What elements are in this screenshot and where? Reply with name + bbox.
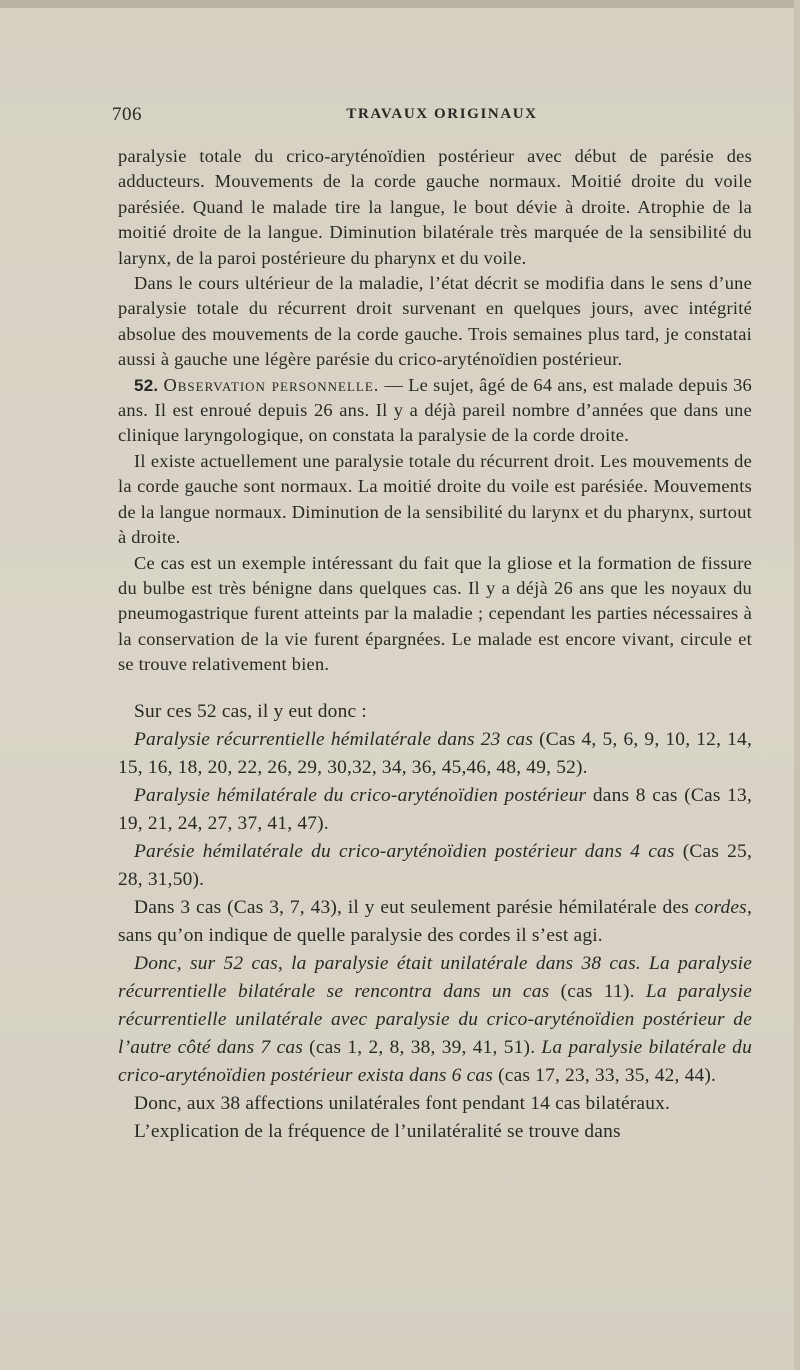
final-em-3: La paralysie bilatérale du crico-aryténoïdien postérieur exista dans 6 cas bbox=[118, 1036, 752, 1086]
observation-title: Observation personnelle. bbox=[163, 374, 380, 395]
summary-item-posterior-paresis bbox=[118, 838, 752, 894]
summary-item-cord-paresis bbox=[118, 894, 752, 950]
running-title: TRAVAUX ORIGINAUX bbox=[346, 106, 538, 122]
final-cases-2: (cas 1, 2, 8, 38, 39, 41, 51). bbox=[303, 1036, 542, 1058]
summary-item-recurrent-title: Paralysie récurrentielle hémilatérale dans 23 cas bbox=[134, 728, 534, 750]
paragraph-observation-52 bbox=[118, 373, 752, 449]
paragraph-continuation: paralysie totale du crico-aryténoïdien postérieur avec début de parésie des adducteurs. Mouvements de la corde gauche normaux. Moitié droite du voile parésiée. Quand le malade tire la langue, le bout dévie à droite. Atrophie de la moitié droite de la langue. Diminution bilatérale très marquée de la sensibilité du larynx, de la paroi postérieure du pharynx et du voile. bbox=[118, 146, 752, 268]
summary-item-cord-paresis-a: Dans 3 cas (Cas 3, 7, 43), il y eut seulement parésie hémilatérale des bbox=[134, 896, 695, 918]
final-em-1: Donc, sur 52 cas, la paralysie était unilatérale dans 38 cas. La paralysie récurrentielle bilatérale se rencontra dans un cas bbox=[118, 952, 752, 1002]
summary-item-posterior-paresis-title: Parésie hémilatérale du crico-aryténoïdien postérieur dans 4 cas bbox=[134, 840, 675, 862]
summary-item-recurrent-cases: (Cas 4, 5, 6, 9, 10, 12, 14, 15, 16, 18, 20, 22, 26, 29, 30,32, 34, 36, 45,46, 48, 49, 52). bbox=[118, 728, 753, 778]
paragraph-case-conclusion: Ce cas est un exemple intéressant du fait que la gliose et la formation de fissure du bulbe est très bénigne dans quelques cas. Il y a déjà 26 ans que les noyaux du pneumogastrique furent atteints par la maladie ; cependant les parties nécessaires à la conservation de la vie furent épargnées. Le malade est encore vivant, circule et se trouve relativement bien. bbox=[118, 552, 752, 675]
paragraph-evolution: Dans le cours ultérieur de la maladie, l’état décrit se modifia dans le sens d’une paralysie totale du récurrent droit survenant en quelques jours, avec intégrité absolue des mouvements de la corde gauche. Trois semaines plus tard, je constatai aussi à gauche une légère parésie du crico-aryténoïdien postérieur. bbox=[118, 273, 752, 370]
summary-item-cord-paresis-em: cordes bbox=[694, 896, 747, 918]
observation-number: 52. bbox=[134, 375, 159, 395]
summary-final-paragraph bbox=[118, 950, 752, 1090]
summary-intro: Sur ces 52 cas, il y eut donc : bbox=[134, 700, 367, 722]
observation-text-block bbox=[118, 144, 752, 678]
page-number: 706 bbox=[112, 104, 142, 125]
page-body bbox=[118, 144, 752, 1146]
observation-text: — Le sujet, âgé de 64 ans, est malade depuis 36 ans. Il est enroué depuis 26 ans. Il y a déjà pareil nombre d’années que dans une clinique laryngologique, on constata la paralysie de la corde droite. bbox=[118, 374, 753, 446]
summary-item-cord-paresis-b: , sans qu’on indique de quelle paralysie des cordes il s’est agi. bbox=[118, 896, 752, 946]
summary-item-posterior-paralysis bbox=[118, 782, 752, 838]
paragraph-current-state: Il existe actuellement une paralysie totale du récurrent droit. Les mouvements de la corde gauche sont normaux. La moitié droite du voile est parésiée. Mouvements de la langue normaux. Diminution de la sensibilité du larynx et du pharynx, surtout à droite. bbox=[118, 450, 752, 548]
summary-block bbox=[118, 698, 752, 1146]
final-cases-1: (cas 11). bbox=[549, 980, 646, 1002]
final-cases-3: (cas 17, 23, 33, 35, 42, 44). bbox=[493, 1064, 717, 1086]
page-header bbox=[112, 104, 752, 130]
summary-conclusion: Donc, aux 38 affections unilatérales font pendant 14 cas bilatéraux. bbox=[134, 1092, 671, 1114]
summary-item-posterior-paralysis-cases: dans 8 cas (Cas 13, 19, 21, 24, 27, 37, 41, 47). bbox=[118, 784, 752, 834]
summary-item-posterior-paralysis-title: Paralysie hémilatérale du crico-aryténoïdien postérieur bbox=[134, 784, 587, 806]
summary-item-recurrent bbox=[118, 726, 752, 782]
summary-item-posterior-paresis-cases: (Cas 25, 28, 31,50). bbox=[118, 840, 752, 890]
final-em-2: La paralysie récurrentielle unilatérale avec paralysie du crico-aryténoïdien postérieur de l’autre côté dans 7 cas bbox=[118, 980, 752, 1058]
summary-last-line: L’explication de la fréquence de l’unilatéralité se trouve dans bbox=[134, 1120, 621, 1142]
